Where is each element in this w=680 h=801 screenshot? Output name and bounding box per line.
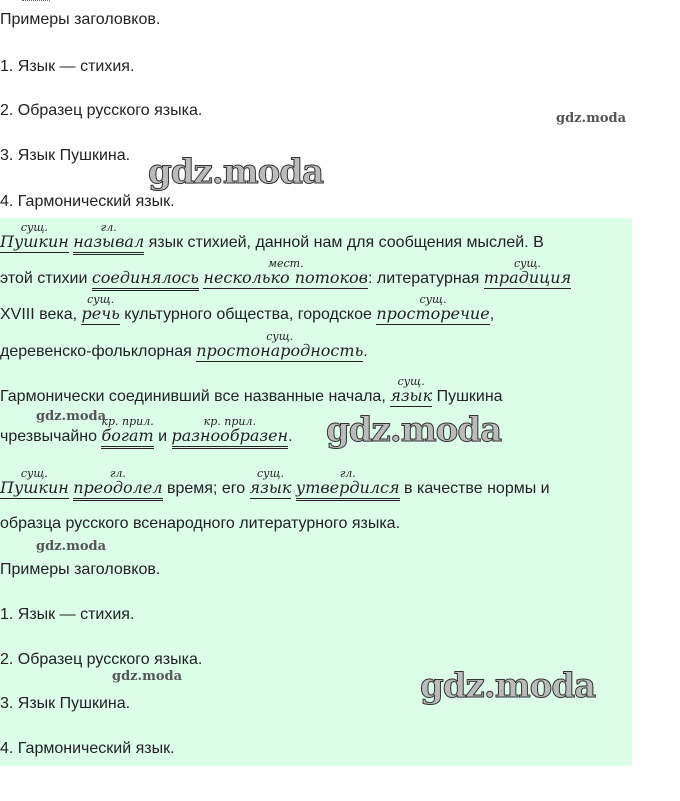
watermark: gdz.moda — [556, 111, 627, 126]
watermark: gdz.moda — [112, 669, 183, 684]
list-item: 3. Язык Пушкина. — [0, 147, 131, 164]
watermark: gdz.moda — [148, 152, 324, 192]
text-line: Гармонически соединивший все названные начала, сущ. язык Пушкина — [0, 375, 503, 405]
text-line: XVIII века, сущ. речь культурного общества, городское сущ. просторечие, — [0, 293, 495, 323]
watermark: gdz.moda — [420, 666, 596, 706]
word-subject: мест. несколько потоков — [203, 257, 368, 287]
cut-off-mark — [22, 0, 50, 3]
list-item: 4. Гармонический язык. — [0, 193, 175, 210]
list-title: Примеры заголовков. — [0, 561, 161, 578]
list-title: Примеры заголовков. — [0, 11, 161, 28]
word-subject: сущ. язык — [249, 467, 292, 497]
word-predicate: кр. прил. разнообразен — [172, 426, 289, 449]
text-line: образца русского всенародного литературного языка. — [0, 515, 401, 532]
parsed-text-block — [0, 218, 632, 766]
text-line: чрезвычайно кр. прил. богат и кр. прил. разнообразен. — [0, 426, 293, 449]
list-item: 4. Гармонический язык. — [0, 740, 175, 757]
word-predicate: соединялось — [92, 268, 199, 291]
word-subject: сущ. просторечие — [376, 293, 490, 323]
list-item: 2. Образец русского языка. — [0, 102, 203, 119]
word-predicate: гл. называл — [73, 232, 144, 255]
list-item: 2. Образец русского языка. — [0, 651, 203, 668]
list-item: 1. Язык — стихия. — [0, 606, 135, 623]
text-line: сущ. Пушкин гл. называл язык стихией, данной нам для сообщения мыслей. В — [0, 232, 544, 255]
word-subject: сущ. Пушкин — [0, 467, 69, 497]
word-subject: сущ. простонародность — [196, 330, 364, 360]
text-line: этой стихии соединялось мест. несколько потоков: литературная сущ. традиция — [0, 268, 571, 291]
word-predicate: гл. преодолел — [73, 478, 162, 501]
word-predicate: кр. прил. богат — [101, 426, 153, 449]
word-subject: сущ. традиция — [483, 257, 572, 287]
word-subject: сущ. речь — [81, 293, 120, 323]
watermark: gdz.moda — [36, 539, 107, 554]
watermark: gdz.moda — [326, 410, 502, 450]
word-subject: сущ. Пушкин — [0, 221, 69, 251]
list-item: 1. Язык — стихия. — [0, 58, 135, 75]
word-predicate: гл. утвердился — [296, 478, 400, 501]
text-line: сущ. Пушкин гл. преодолел время; его сущ. язык гл. утвердился в качестве нормы и — [0, 478, 550, 501]
list-item: 3. Язык Пушкина. — [0, 695, 131, 712]
text-line: деревенско-фольклорная сущ. простонародность. — [0, 330, 368, 360]
watermark: gdz.moda — [36, 409, 107, 424]
word-subject: сущ. язык — [390, 375, 433, 405]
